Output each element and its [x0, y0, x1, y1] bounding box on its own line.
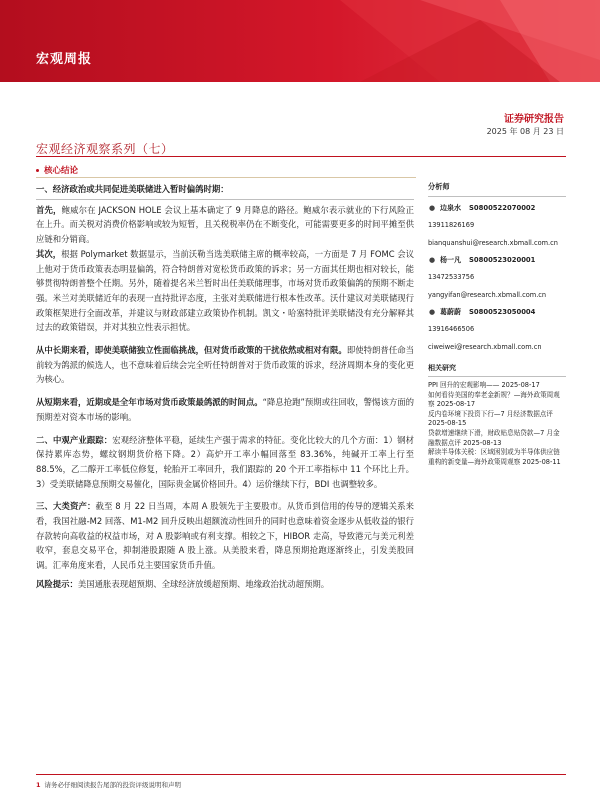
spacer [36, 387, 414, 395]
research-title: 如何看待美国的奉老金新规？—海外政策周观察 [428, 390, 560, 409]
spacer [36, 491, 414, 499]
report-type: 证券研究报告 [504, 114, 564, 125]
research-date: 2025-08-17 [436, 400, 476, 409]
analyst-name-row [428, 203, 566, 213]
research-title: PPI 回升的宏观影响—— [428, 381, 500, 389]
paragraph-industry [36, 433, 414, 492]
research-title: 解读半导体关税：区域困别或为半导体供应链重构的新变量—海外政策周观察 [428, 448, 560, 466]
person-icon: ● [428, 204, 436, 212]
analyst-card [428, 203, 566, 249]
heading-divider [36, 199, 414, 200]
research-item[interactable] [428, 381, 566, 391]
header-banner [0, 0, 600, 82]
text-first: 鲍威尔在 JACKSON HOLE 会议上基本确定了 9 月降息的路径。鲍威尔表示就业的下行风险正在上升。而关税对消费价格影响或较为短暂，且关税税率仍在不断变化，可能需要更多的时间平摊至供应链和分销商。 [36, 204, 415, 245]
paragraph-risk [36, 577, 414, 592]
text-assets: 截至 8 月 22 日当周，本周 A 股领先于主要股市。从货币到信用的传导的逻辑关系来看，我国社融-M2 回落、M1-M2 回升反映出超额流动性回升的同时也意味着资金逐步从低收益的银行存款转向高收益的权益市场，对 A 股影响或有利支撑。相较之下，HIBOR 走高，导致港元与美元利差收窄，套息交易平仓，抑制港股跟随 A 股上涨。从美股来看，降息预期抢跑逐渐终止，引发美股回调。汇率角度来看，人民币兑主要国家货币升值。 [36, 501, 414, 571]
analyst-name: 杨一凡 [440, 256, 461, 264]
heading-economy-politics: 一、经济政治或共同促进美联储进入暂时偏鸽时期： [36, 184, 229, 194]
text-industry: 宏观经济整体平稳，延续生产强于需求的特征。变化比较大的几个方面：1）钢材保持累库态势，螺纹钢期货价格下降。2）高炉开工率小幅回落至 83.36%，纯碱开工率上行至 88.5%，乙二醇开工率低位修复，轮胎开工率回升，我们跟踪的 20 个开工率指标中 11 个环比上升。3）受美联储降息预期交易催化，国际贵金属价格回升。4）运价继续下行，BDI 也调整较多。 [36, 434, 415, 489]
analyst-email[interactable]: yangyifan@research.xbmall.com.cn [428, 291, 547, 299]
paragraph-first [36, 203, 414, 247]
bold-risk: 风险提示： [36, 578, 78, 589]
bold-assets: 三、大类资产： [36, 501, 96, 512]
paragraph-second [36, 247, 414, 335]
text-second: 根据 Polymarket 数据显示，当前沃勒当选美联储主席的概率较高，一方面是 7 月 FOMC 会议上他对于货币政策表态明显偏鸽，符合特朗普对宽松货币政策的诉求；另一方面其任期也相对较长，能够贯彻特朗普整个任期。另外，随着提名米兰暂时出任美联储理事，市场对货币政策偏鸽的预期不断走强。米兰对美联储近年的表现一直持批评态度，主张对美联储进行根本性改革。沃什建议对美联储现行政策框架进行全面改革，并建议与财政部建立政策协作机制。凯文・哈塞特批评美联储没有充分解释其过去的政策错误，并对其独立性表示担忧。 [36, 248, 414, 333]
paragraph-assets [36, 499, 414, 573]
series-title: 宏观经济观察系列（七） [36, 142, 174, 156]
bold-short-term: 从短期来看，近期或是全年市场对货币政策最鸽派的时间点。 [36, 397, 263, 408]
page-number: 1 [36, 781, 41, 789]
research-date: 2025-08-17 [501, 381, 540, 389]
analyst-email[interactable]: bianquanshui@research.xbmall.com.cn [428, 239, 558, 247]
research-item[interactable] [428, 429, 566, 448]
analyst-license: S0800522070002 [469, 204, 536, 212]
sidebar [428, 182, 566, 467]
text-risk: 美国通胀表现超预期、全球经济放缓超预期、地缘政治扰动超预期。 [77, 578, 330, 589]
related-research-heading: 相关研究 [428, 363, 566, 377]
title-divider [36, 156, 566, 157]
paragraph-short-term [36, 395, 414, 424]
analyst-license: S0800523020001 [469, 256, 536, 264]
banner-decoration [300, 0, 600, 82]
research-item[interactable] [428, 410, 566, 429]
research-date: 2025-08-13 [463, 438, 502, 447]
paragraph-long-term [36, 343, 414, 387]
bold-industry: 二、中观产业跟踪： [36, 434, 113, 445]
bullet-dot-icon [36, 169, 39, 172]
analyst-name: 葛蔚蔚 [440, 308, 461, 316]
footer-divider [36, 774, 566, 775]
footer-disclaimer: 请务必仔细阅读报告尾部的投资评级说明和声明 [44, 781, 182, 789]
banner-title: 宏观周报 [36, 52, 93, 67]
main-content [36, 182, 414, 592]
section-label [36, 164, 78, 176]
bold-long-term: 从中长期来看，即使美联储独立性面临挑战，但对货币政策的干扰依然或相对有限。 [36, 345, 347, 356]
analyst-name-row [428, 255, 566, 265]
analysts-heading: 分析师 [428, 182, 566, 197]
person-icon: ● [428, 308, 436, 316]
analyst-phone: 13472533756 [428, 273, 475, 281]
analyst-phone: 13911826169 [428, 221, 475, 229]
research-title: 贷款增速继续下滑，财政贴息贴贷款—7 月金融数据点评 [428, 428, 560, 447]
lead-second: 其次， [36, 248, 62, 259]
research-title: 反内卷环境下投资下行—7 月经济数据点评 [428, 409, 553, 418]
text-short-term: “降息抢跑”预期或往回收，警惕该方面的预期差对资本市场的影响。 [36, 397, 415, 422]
analyst-name-row [428, 307, 566, 317]
spacer [36, 425, 414, 433]
lead-first: 首先， [36, 204, 62, 215]
research-item[interactable] [428, 448, 566, 467]
text-long-term: 即使特朗普任命当前较为鸽派的候选人，也不意味着后续会完全听任特朗普对于货币政策的诉求，经济周期本身的变化更为核心。 [36, 345, 415, 385]
report-date: 2025 年 08 月 23 日 [486, 127, 564, 136]
analyst-license: S0800523050004 [469, 308, 536, 316]
section-label-text: 核心结论 [44, 166, 79, 176]
person-icon: ● [428, 256, 436, 264]
analyst-card [428, 307, 566, 353]
research-item[interactable] [428, 391, 566, 410]
analyst-email[interactable]: ciweiwei@research.xbmall.com.cn [428, 343, 542, 351]
analyst-name: 边泉水 [440, 204, 461, 212]
analyst-card [428, 255, 566, 301]
research-date: 2025-08-15 [428, 419, 467, 428]
footer [36, 780, 181, 789]
spacer [36, 335, 414, 343]
research-date: 2025-08-11 [522, 457, 561, 466]
analyst-phone: 13916466506 [428, 325, 475, 333]
section-divider [36, 177, 416, 178]
